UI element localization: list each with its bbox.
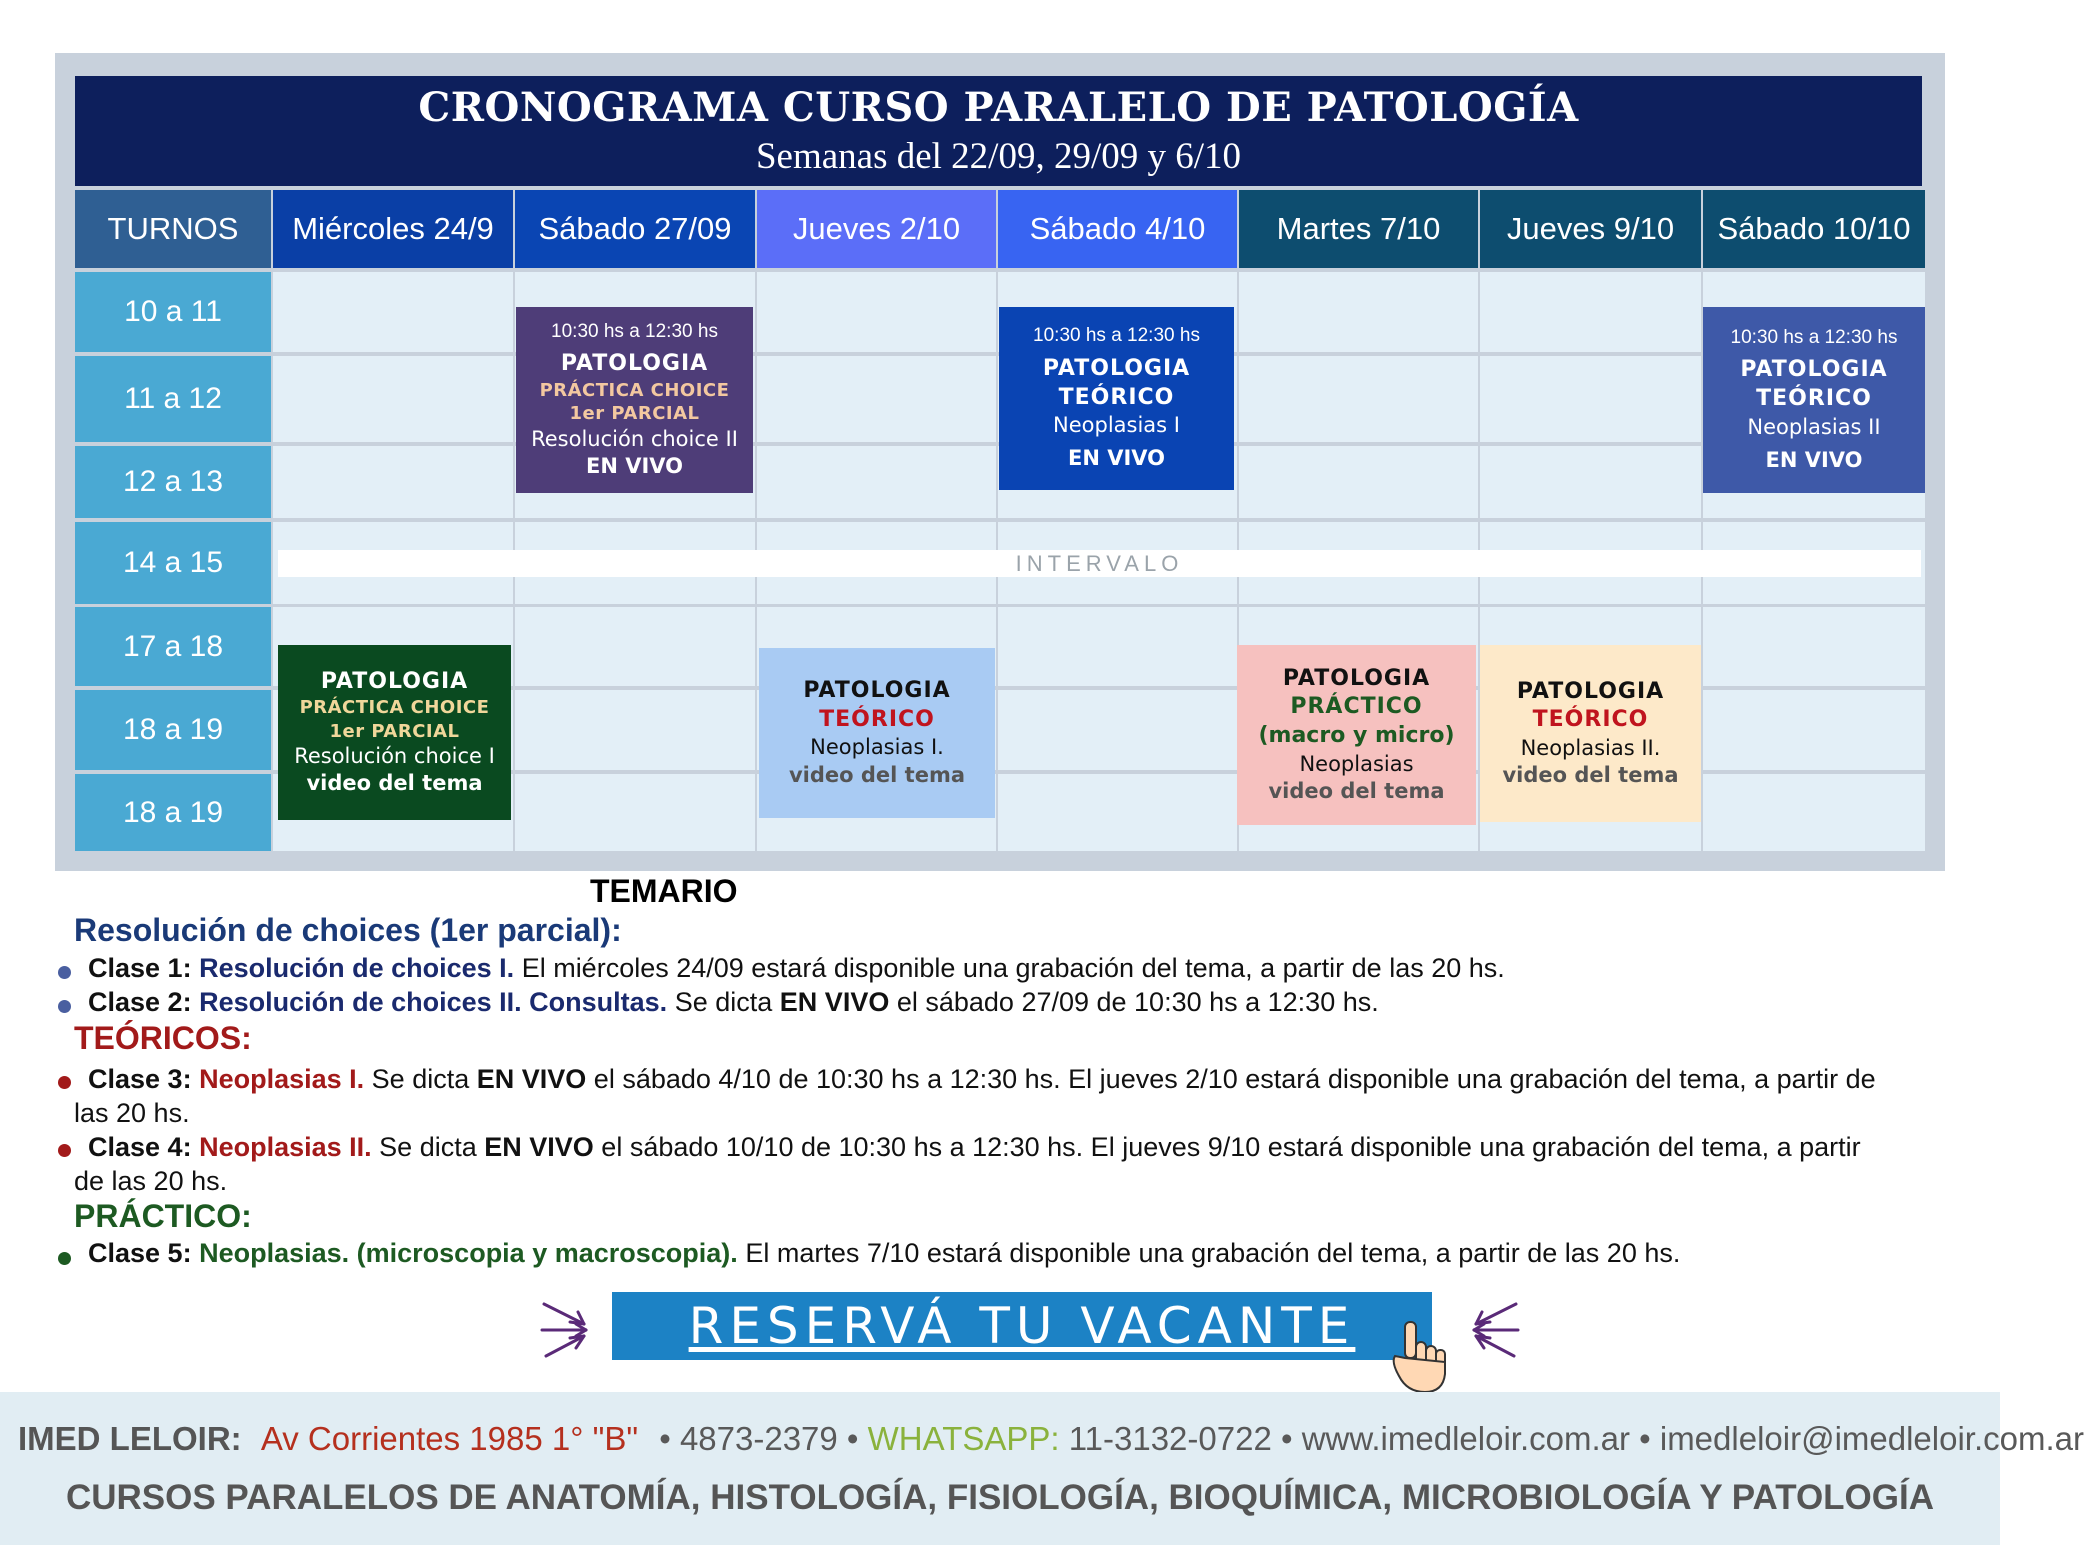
block-topic: Resolución choice II	[531, 426, 738, 451]
page-subtitle: Semanas del 22/09, 29/09 y 6/10	[755, 136, 1242, 177]
clase-3-line	[74, 1062, 1894, 1130]
block-title: PATOLOGIA	[1740, 357, 1888, 383]
section-teoricos: TEÓRICOS:	[74, 1020, 252, 1056]
clase-label: Clase 5:	[88, 1238, 192, 1268]
block-martes-7	[1237, 645, 1476, 825]
block-mode: EN VIVO	[1765, 447, 1863, 472]
bullet-icon	[58, 1252, 71, 1265]
schedule-cell	[1239, 356, 1478, 442]
arrow-left-icon	[540, 1298, 600, 1358]
footer-whatsapp: 11-3132-0722	[1068, 1420, 1272, 1457]
schedule-cell	[1239, 272, 1478, 352]
schedule-cell	[1480, 356, 1701, 442]
section-choices: Resolución de choices (1er parcial):	[74, 912, 622, 948]
schedule-cell	[515, 607, 755, 686]
time-slot: 11 a 12	[75, 356, 271, 442]
footer-contact	[18, 1420, 2084, 1458]
bullet-icon	[58, 1144, 71, 1157]
schedule-cell	[273, 446, 513, 518]
clase-text: Se dicta	[371, 1064, 470, 1094]
clase-topic: Neoplasias II.	[199, 1132, 372, 1162]
clase-1-line	[88, 953, 1505, 984]
clase-text: El miércoles 24/09 estará disponible una grabación del tema, a partir de las 20 hs.	[521, 953, 1505, 983]
block-title: PATOLOGIA	[1516, 678, 1665, 704]
schedule-cell	[757, 446, 996, 518]
day-header: Jueves 2/10	[757, 190, 996, 268]
block-subtitle-2: 1er PARCIAL	[329, 720, 460, 742]
block-mode: video del tema	[788, 762, 966, 787]
footer-email[interactable]: imedleloir@imedleloir.com.ar	[1659, 1420, 2084, 1457]
block-sabado-4	[999, 307, 1234, 490]
block-mode: EN VIVO	[1067, 446, 1166, 471]
block-subtitle: TEÓRICO	[819, 706, 935, 732]
footer	[0, 1392, 2000, 1545]
footer-brand: IMED LELOIR:	[18, 1420, 242, 1457]
clase-topic: Neoplasias I.	[199, 1064, 365, 1094]
block-time: 10:30 hs a 12:30 hs	[1730, 326, 1898, 348]
block-sabado-27	[516, 307, 753, 493]
en-vivo-label: EN VIVO	[484, 1132, 594, 1162]
page-title: CRONOGRAMA CURSO PARALELO DE PATOLOGÍA	[418, 84, 1579, 131]
clase-topic: Resolución de choices II. Consultas.	[199, 987, 668, 1017]
schedule-cell	[1703, 607, 1925, 686]
clase-text: El martes 7/10 estará disponible una grabación del tema, a partir de las 20 hs.	[745, 1238, 1681, 1268]
block-mode: video del tema	[306, 771, 483, 796]
schedule-cell	[273, 356, 513, 442]
clase-topic: Neoplasias. (microscopia y macroscopia).	[199, 1238, 738, 1268]
schedule-cell	[1480, 272, 1701, 352]
block-topic: Neoplasias	[1299, 751, 1414, 776]
block-jueves-2	[759, 648, 995, 818]
block-mode: video del tema	[1268, 778, 1445, 803]
schedule-cell	[998, 690, 1237, 770]
block-topic: Resolución choice I	[294, 743, 495, 768]
block-subtitle: TEÓRICO	[1058, 384, 1175, 410]
day-header: Sábado 4/10	[998, 190, 1237, 268]
clase-text-2: el sábado 10/10 de 10:30 hs a 12:30 hs. El jueves 9/10 estará disponible una grabación del tema, a partir de las 20 hs.	[74, 1132, 1861, 1196]
block-mode: video del tema	[1502, 763, 1679, 788]
block-topic: Neoplasias I.	[810, 735, 944, 760]
temario-title: TEMARIO	[590, 873, 738, 909]
footer-phone: • 4873-2379 •	[659, 1420, 859, 1457]
schedule-header	[75, 76, 1922, 186]
block-jueves-9	[1480, 645, 1701, 822]
en-vivo-label: EN VIVO	[779, 987, 890, 1017]
block-mode: EN VIVO	[585, 454, 684, 479]
schedule-cell	[998, 607, 1237, 686]
block-time: 10:30 hs a 12:30 hs	[551, 320, 718, 342]
block-topic: Neoplasias II	[1747, 414, 1881, 439]
block-title: PATOLOGIA	[1042, 355, 1191, 381]
footer-address: Av Corrientes 1985 1° "B"	[260, 1420, 639, 1457]
clase-4-line	[74, 1130, 1894, 1198]
schedule-cell	[1703, 774, 1925, 851]
footer-courses: CURSOS PARALELOS DE ANATOMÍA, HISTOLOGÍA, FISIOLOGÍA, BIOQUÍMICA, MICROBIOLOGÍA Y PATOLOGÍA	[65, 1478, 1935, 1517]
bullet-icon	[58, 966, 71, 979]
block-title: PATOLOGIA	[320, 668, 469, 694]
block-subtitle: TEÓRICO	[1756, 386, 1872, 412]
clase-label: Clase 2:	[88, 987, 192, 1017]
block-title: PATOLOGIA	[560, 351, 709, 377]
turnos-header: TURNOS	[75, 190, 271, 268]
block-sabado-10	[1703, 307, 1925, 493]
day-header: Miércoles 24/9	[273, 190, 513, 268]
schedule-cell	[757, 272, 996, 352]
block-topic: Neoplasias I	[1053, 413, 1180, 438]
footer-whatsapp-label: WHATSAPP:	[867, 1420, 1060, 1457]
schedule-cell	[1480, 446, 1701, 518]
day-header: Sábado 27/09	[515, 190, 755, 268]
schedule-cell	[1239, 446, 1478, 518]
clase-label: Clase 4:	[88, 1132, 192, 1162]
block-subtitle: PRÁCTICA CHOICE	[299, 697, 490, 719]
en-vivo-label: EN VIVO	[476, 1064, 587, 1094]
day-header: Martes 7/10	[1239, 190, 1478, 268]
block-subtitle: PRÁCTICO	[1290, 694, 1423, 720]
intervalo-band: INTERVALO	[278, 550, 1921, 577]
schedule-cell	[1703, 690, 1925, 770]
clase-text: Se dicta	[379, 1132, 477, 1162]
bullet-icon	[58, 1076, 71, 1089]
block-title: PATOLOGIA	[803, 678, 951, 704]
schedule-cell	[998, 774, 1237, 851]
block-subtitle: PRÁCTICA CHOICE	[539, 379, 730, 401]
clase-text-2: el sábado 27/09 de 10:30 hs a 12:30 hs.	[896, 987, 1379, 1017]
clase-2-line	[88, 987, 1379, 1018]
clase-text-2: el sábado 4/10 de 10:30 hs a 12:30 hs. El jueves 2/10 estará disponible una grabación del tema, a partir de las 20 hs.	[74, 1064, 1876, 1128]
block-subtitle-2: (macro y micro)	[1258, 723, 1455, 748]
reserva-vacante-button[interactable]: RESERVÁ TU VACANTE	[612, 1292, 1432, 1360]
schedule-cell	[757, 356, 996, 442]
bullet-icon	[58, 1000, 71, 1013]
clase-5-line	[88, 1238, 1680, 1269]
clase-text: Se dicta	[674, 987, 773, 1017]
time-slot: 18 a 19	[75, 690, 271, 770]
time-slot: 14 a 15	[75, 522, 271, 604]
block-subtitle-2: 1er PARCIAL	[569, 403, 700, 425]
clase-label: Clase 3:	[88, 1064, 192, 1094]
block-time: 10:30 hs a 12:30 hs	[1033, 325, 1200, 347]
time-slot: 17 a 18	[75, 607, 271, 686]
schedule-cell	[515, 774, 755, 851]
schedule-cell	[273, 272, 513, 352]
pointing-hand-icon	[1385, 1318, 1449, 1396]
block-title: PATOLOGIA	[1282, 665, 1431, 691]
section-practico: PRÁCTICO:	[74, 1198, 252, 1234]
schedule-cell	[515, 690, 755, 770]
arrow-right-icon	[1460, 1298, 1520, 1358]
time-slot: 10 a 11	[75, 272, 271, 352]
time-slot: 18 a 19	[75, 774, 271, 851]
time-slot: 12 a 13	[75, 446, 271, 518]
block-topic: Neoplasias II.	[1520, 735, 1661, 760]
clase-label: Clase 1:	[88, 953, 192, 983]
day-header: Jueves 9/10	[1480, 190, 1701, 268]
clase-topic: Resolución de choices I.	[199, 953, 515, 983]
footer-web[interactable]: • www.imedleloir.com.ar •	[1280, 1420, 1651, 1457]
block-miercoles-24	[278, 645, 511, 820]
day-header: Sábado 10/10	[1703, 190, 1925, 268]
block-subtitle: TEÓRICO	[1532, 707, 1649, 733]
